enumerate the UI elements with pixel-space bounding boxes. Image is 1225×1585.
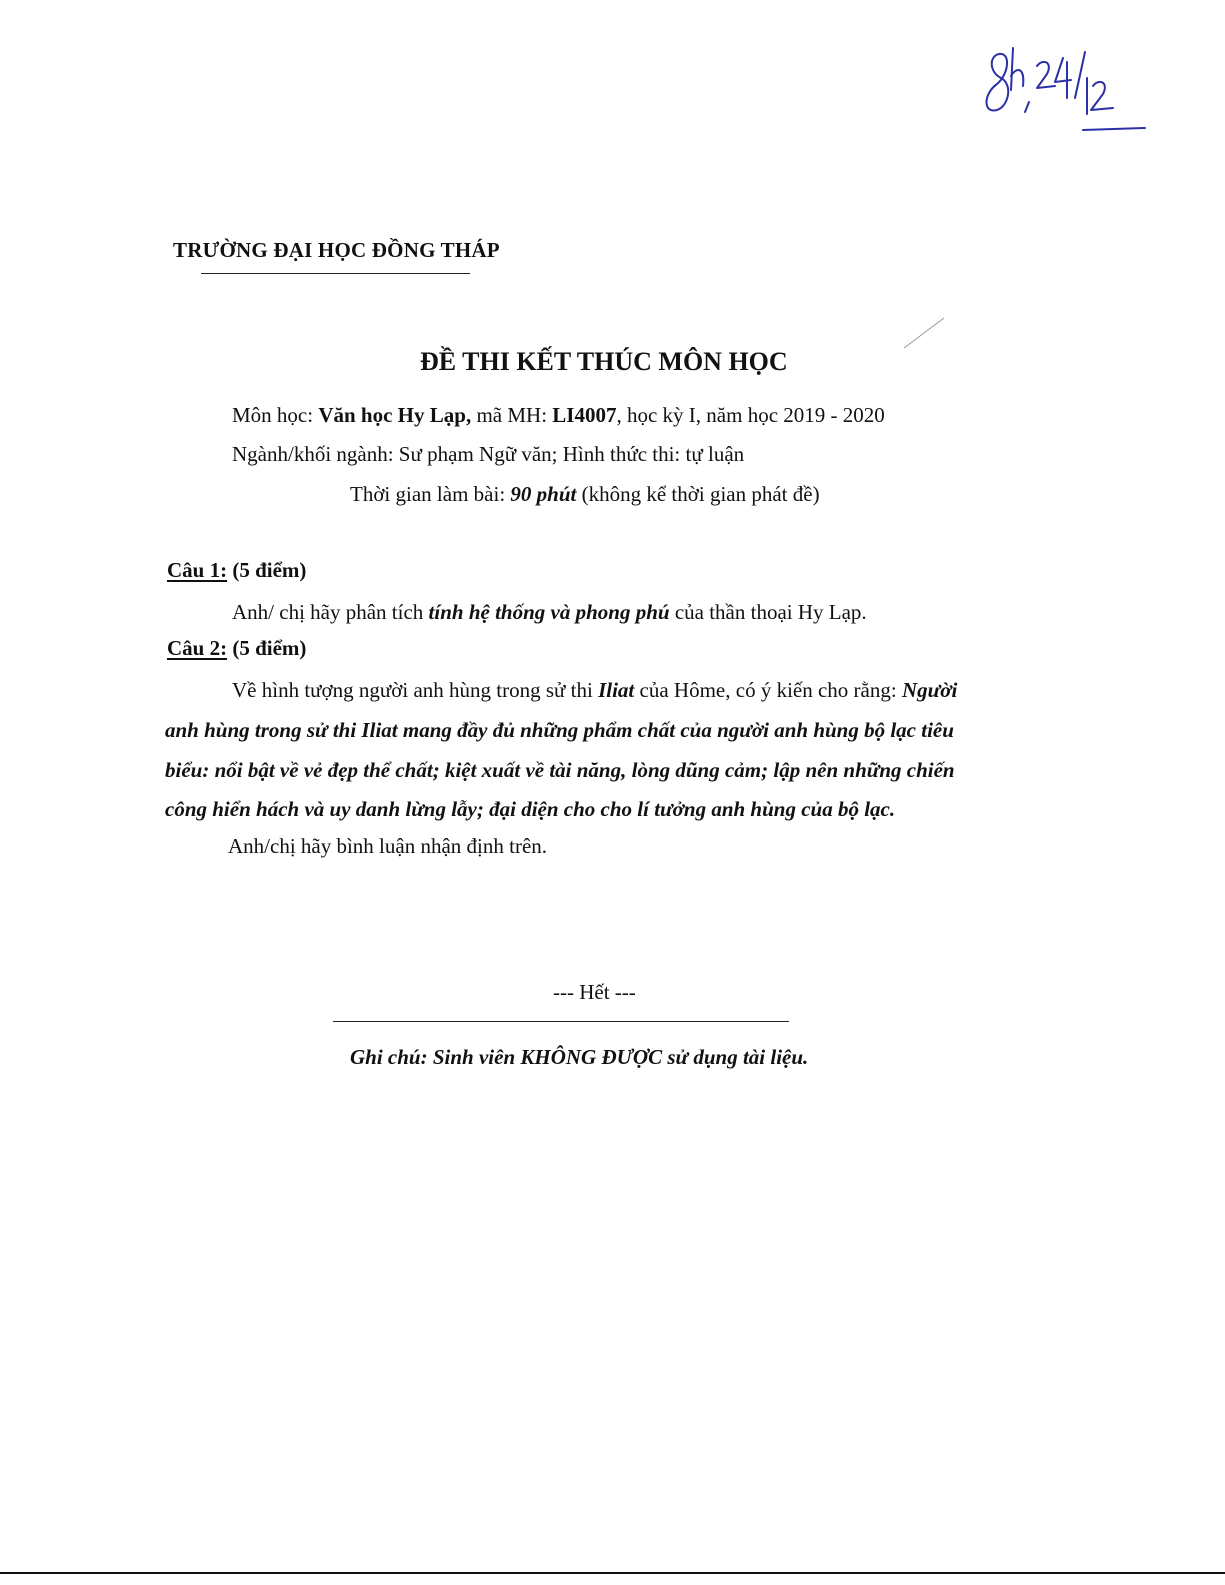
question-1-body <box>232 600 867 625</box>
question-2-work-title: Iliat <box>598 678 635 702</box>
end-divider <box>333 1021 789 1022</box>
question-2-label: Câu 2: <box>167 636 228 660</box>
question-1-text-end: của thần thoại Hy Lạp. <box>669 600 867 624</box>
question-2-task: Anh/chị hãy bình luận nhận định trên. <box>228 834 548 858</box>
school-name: TRƯỜNG ĐẠI HỌC ĐỒNG THÁP <box>173 238 500 262</box>
question-2-quote-start: Người <box>901 678 958 702</box>
question-2-intro-text: Về hình tượng người anh hùng trong sử thi <box>232 678 599 702</box>
time-value: 90 phút <box>510 482 577 506</box>
question-1-text: Anh/ chị hãy phân tích <box>232 600 429 624</box>
question-2-quote-line-4: công hiển hách và uy danh lừng lẫy; đại diện cho cho lí tưởng anh hùng của bộ lạc. <box>165 797 896 821</box>
time-line <box>350 482 820 507</box>
question-2-heading <box>167 636 306 661</box>
question-1-heading <box>167 558 306 583</box>
handwritten-annotation-image <box>975 38 1150 138</box>
exam-note: Ghi chú: Sinh viên KHÔNG ĐƯỢC sử dụng tài liệu. <box>350 1045 809 1069</box>
subject-line <box>232 403 885 428</box>
question-2-quote-line-2: anh hùng trong sử thi Iliat mang đầy đủ những phẩm chất của người anh hùng bộ lạc tiêu <box>165 718 954 742</box>
question-1-points: (5 điểm) <box>227 558 307 582</box>
stray-pen-mark <box>900 310 950 355</box>
subject-name: Văn học Hy Lạp, <box>318 403 472 427</box>
question-2-quote-line-3: biểu: nổi bật về vẻ đẹp thể chất; kiệt xuất về tài năng, lòng dũng cảm; lập nên những chiến <box>165 758 955 782</box>
school-underline <box>201 273 470 274</box>
question-1-label: Câu 1: <box>167 558 228 582</box>
course-code-label: mã MH: <box>471 403 553 427</box>
question-2-points: (5 điểm) <box>227 636 307 660</box>
time-note: (không kể thời gian phát đề) <box>576 482 820 506</box>
page-bottom-edge <box>0 1572 1225 1574</box>
course-code: LI4007 <box>552 403 617 427</box>
question-1-emphasis: tính hệ thống và phong phú <box>428 600 670 624</box>
end-marker: --- Hết --- <box>553 980 636 1004</box>
time-label: Thời gian làm bài: <box>350 482 511 506</box>
question-2-intro <box>232 678 957 703</box>
exam-title: ĐỀ THI KẾT THÚC MÔN HỌC <box>420 347 788 376</box>
term-info: , học kỳ I, năm học 2019 - 2020 <box>616 403 885 427</box>
subject-label: Môn học: <box>232 403 319 427</box>
major-line: Ngành/khối ngành: Sư phạm Ngữ văn; Hình thức thi: tự luận <box>232 442 745 466</box>
question-2-intro-text-end: của Hôme, có ý kiến cho rằng: <box>634 678 902 702</box>
